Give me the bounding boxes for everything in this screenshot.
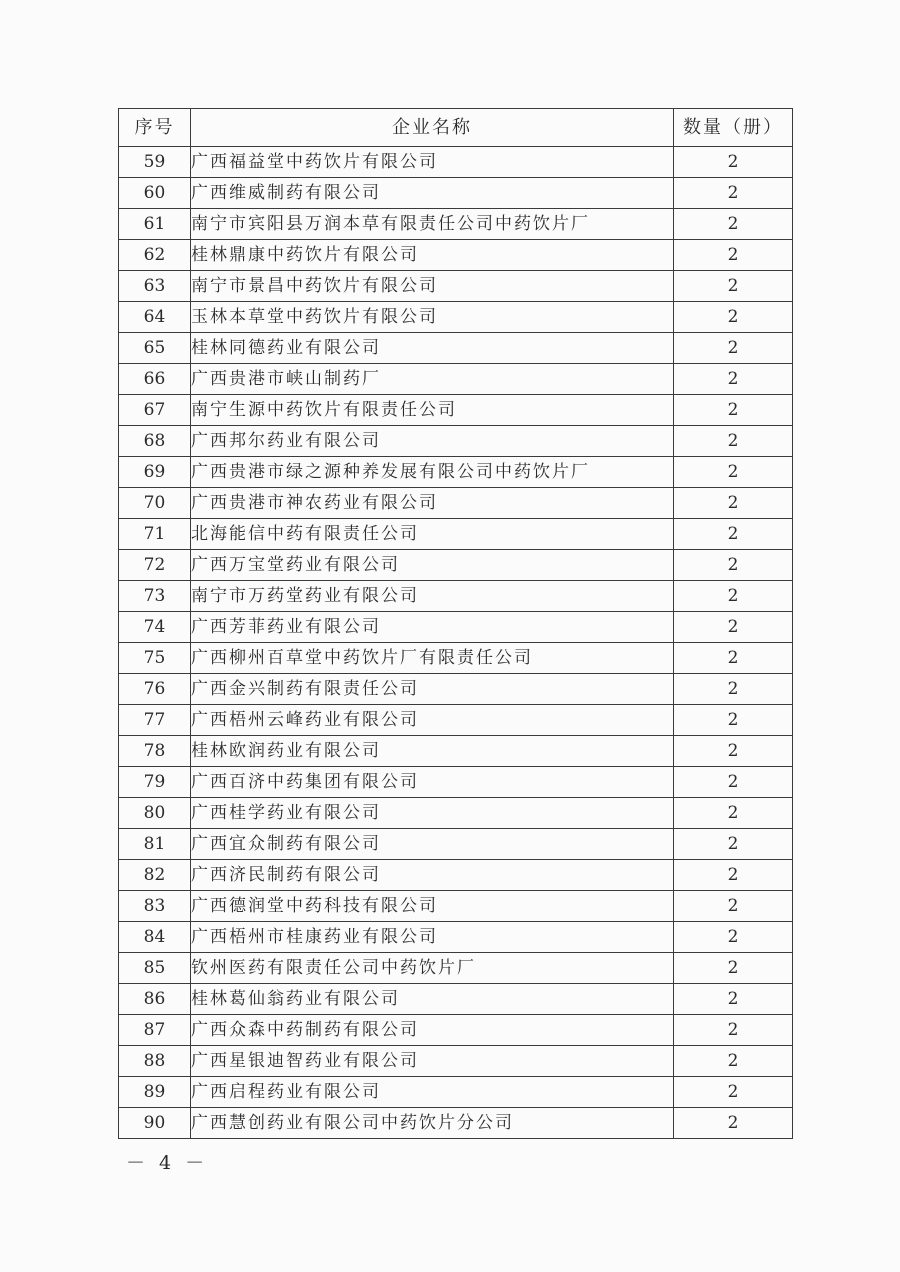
row-enterprise-name: 广西济民制药有限公司 <box>191 860 674 891</box>
row-serial-number: 73 <box>119 581 191 612</box>
row-enterprise-name: 广西众森中药制药有限公司 <box>191 1015 674 1046</box>
row-quantity: 2 <box>674 798 793 829</box>
row-enterprise-name: 南宁生源中药饮片有限责任公司 <box>191 395 674 426</box>
row-quantity: 2 <box>674 178 793 209</box>
row-quantity: 2 <box>674 333 793 364</box>
table-row <box>119 364 793 395</box>
enterprise-table <box>118 108 793 1139</box>
table-row <box>119 240 793 271</box>
row-serial-number: 71 <box>119 519 191 550</box>
row-quantity: 2 <box>674 364 793 395</box>
row-enterprise-name: 北海能信中药有限责任公司 <box>191 519 674 550</box>
row-serial-number: 72 <box>119 550 191 581</box>
row-enterprise-name: 钦州医药有限责任公司中药饮片厂 <box>191 953 674 984</box>
row-serial-number: 66 <box>119 364 191 395</box>
row-enterprise-name: 广西慧创药业有限公司中药饮片分公司 <box>191 1108 674 1139</box>
row-enterprise-name: 广西贵港市峡山制药厂 <box>191 364 674 395</box>
row-enterprise-name: 广西星银迪智药业有限公司 <box>191 1046 674 1077</box>
table-row <box>119 395 793 426</box>
row-enterprise-name: 广西德润堂中药科技有限公司 <box>191 891 674 922</box>
row-serial-number: 84 <box>119 922 191 953</box>
row-serial-number: 82 <box>119 860 191 891</box>
row-enterprise-name: 广西金兴制药有限责任公司 <box>191 674 674 705</box>
table-row <box>119 271 793 302</box>
row-quantity: 2 <box>674 612 793 643</box>
row-quantity: 2 <box>674 953 793 984</box>
row-quantity: 2 <box>674 395 793 426</box>
row-enterprise-name: 广西桂学药业有限公司 <box>191 798 674 829</box>
row-serial-number: 76 <box>119 674 191 705</box>
table-row <box>119 488 793 519</box>
table-row <box>119 302 793 333</box>
row-enterprise-name: 南宁市景昌中药饮片有限公司 <box>191 271 674 302</box>
row-serial-number: 90 <box>119 1108 191 1139</box>
row-serial-number: 80 <box>119 798 191 829</box>
row-quantity: 2 <box>674 736 793 767</box>
row-enterprise-name: 南宁市万药堂药业有限公司 <box>191 581 674 612</box>
table-row <box>119 1046 793 1077</box>
table-row <box>119 953 793 984</box>
row-quantity: 2 <box>674 209 793 240</box>
row-quantity: 2 <box>674 457 793 488</box>
row-serial-number: 86 <box>119 984 191 1015</box>
row-serial-number: 83 <box>119 891 191 922</box>
table-row <box>119 147 793 178</box>
table-row <box>119 333 793 364</box>
row-enterprise-name: 桂林欧润药业有限公司 <box>191 736 674 767</box>
table-row <box>119 705 793 736</box>
row-enterprise-name: 桂林鼎康中药饮片有限公司 <box>191 240 674 271</box>
row-enterprise-name: 桂林同德药业有限公司 <box>191 333 674 364</box>
row-enterprise-name: 广西万宝堂药业有限公司 <box>191 550 674 581</box>
row-quantity: 2 <box>674 705 793 736</box>
row-quantity: 2 <box>674 147 793 178</box>
row-enterprise-name: 玉林本草堂中药饮片有限公司 <box>191 302 674 333</box>
row-serial-number: 87 <box>119 1015 191 1046</box>
row-serial-number: 78 <box>119 736 191 767</box>
row-enterprise-name: 广西贵港市绿之源种养发展有限公司中药饮片厂 <box>191 457 674 488</box>
row-serial-number: 68 <box>119 426 191 457</box>
row-quantity: 2 <box>674 984 793 1015</box>
table-row <box>119 209 793 240</box>
row-serial-number: 77 <box>119 705 191 736</box>
table-row <box>119 767 793 798</box>
row-quantity: 2 <box>674 271 793 302</box>
row-serial-number: 89 <box>119 1077 191 1108</box>
row-enterprise-name: 广西维威制药有限公司 <box>191 178 674 209</box>
row-enterprise-name: 广西启程药业有限公司 <box>191 1077 674 1108</box>
row-quantity: 2 <box>674 860 793 891</box>
row-quantity: 2 <box>674 240 793 271</box>
row-serial-number: 75 <box>119 643 191 674</box>
row-serial-number: 69 <box>119 457 191 488</box>
row-serial-number: 70 <box>119 488 191 519</box>
row-quantity: 2 <box>674 1108 793 1139</box>
row-quantity: 2 <box>674 1046 793 1077</box>
table-row <box>119 891 793 922</box>
table-row <box>119 643 793 674</box>
row-enterprise-name: 广西柳州百草堂中药饮片厂有限责任公司 <box>191 643 674 674</box>
table-row <box>119 984 793 1015</box>
table-row <box>119 612 793 643</box>
row-enterprise-name: 广西梧州云峰药业有限公司 <box>191 705 674 736</box>
row-enterprise-name: 南宁市宾阳县万润本草有限责任公司中药饮片厂 <box>191 209 674 240</box>
table-row <box>119 736 793 767</box>
table-row <box>119 860 793 891</box>
header-serial-number: 序号 <box>119 109 191 147</box>
table-body <box>119 147 793 1139</box>
table-row <box>119 178 793 209</box>
page-number: － 4 － <box>126 1152 209 1174</box>
row-enterprise-name: 广西宜众制药有限公司 <box>191 829 674 860</box>
row-serial-number: 67 <box>119 395 191 426</box>
row-serial-number: 62 <box>119 240 191 271</box>
row-quantity: 2 <box>674 519 793 550</box>
row-enterprise-name: 桂林葛仙翁药业有限公司 <box>191 984 674 1015</box>
row-serial-number: 65 <box>119 333 191 364</box>
row-enterprise-name: 广西贵港市神农药业有限公司 <box>191 488 674 519</box>
row-quantity: 2 <box>674 674 793 705</box>
row-quantity: 2 <box>674 581 793 612</box>
row-serial-number: 59 <box>119 147 191 178</box>
row-quantity: 2 <box>674 1015 793 1046</box>
row-enterprise-name: 广西福益堂中药饮片有限公司 <box>191 147 674 178</box>
table-row <box>119 1077 793 1108</box>
row-quantity: 2 <box>674 488 793 519</box>
row-serial-number: 63 <box>119 271 191 302</box>
row-serial-number: 88 <box>119 1046 191 1077</box>
row-serial-number: 64 <box>119 302 191 333</box>
row-enterprise-name: 广西梧州市桂康药业有限公司 <box>191 922 674 953</box>
row-quantity: 2 <box>674 426 793 457</box>
table-row <box>119 457 793 488</box>
row-quantity: 2 <box>674 767 793 798</box>
row-serial-number: 61 <box>119 209 191 240</box>
table-row <box>119 1108 793 1139</box>
table-row <box>119 798 793 829</box>
table-row <box>119 519 793 550</box>
row-serial-number: 85 <box>119 953 191 984</box>
table-row <box>119 581 793 612</box>
header-quantity: 数量（册） <box>674 109 793 147</box>
table-header-row <box>119 109 793 147</box>
table-row <box>119 829 793 860</box>
row-serial-number: 74 <box>119 612 191 643</box>
row-quantity: 2 <box>674 1077 793 1108</box>
table-row <box>119 426 793 457</box>
row-enterprise-name: 广西邦尔药业有限公司 <box>191 426 674 457</box>
table-row <box>119 550 793 581</box>
row-enterprise-name: 广西百济中药集团有限公司 <box>191 767 674 798</box>
row-quantity: 2 <box>674 302 793 333</box>
row-enterprise-name: 广西芳菲药业有限公司 <box>191 612 674 643</box>
row-quantity: 2 <box>674 922 793 953</box>
table-row <box>119 1015 793 1046</box>
header-enterprise-name: 企业名称 <box>191 109 674 147</box>
table-row <box>119 922 793 953</box>
row-quantity: 2 <box>674 891 793 922</box>
row-serial-number: 60 <box>119 178 191 209</box>
row-serial-number: 81 <box>119 829 191 860</box>
row-quantity: 2 <box>674 829 793 860</box>
row-quantity: 2 <box>674 643 793 674</box>
table-row <box>119 674 793 705</box>
row-serial-number: 79 <box>119 767 191 798</box>
row-quantity: 2 <box>674 550 793 581</box>
